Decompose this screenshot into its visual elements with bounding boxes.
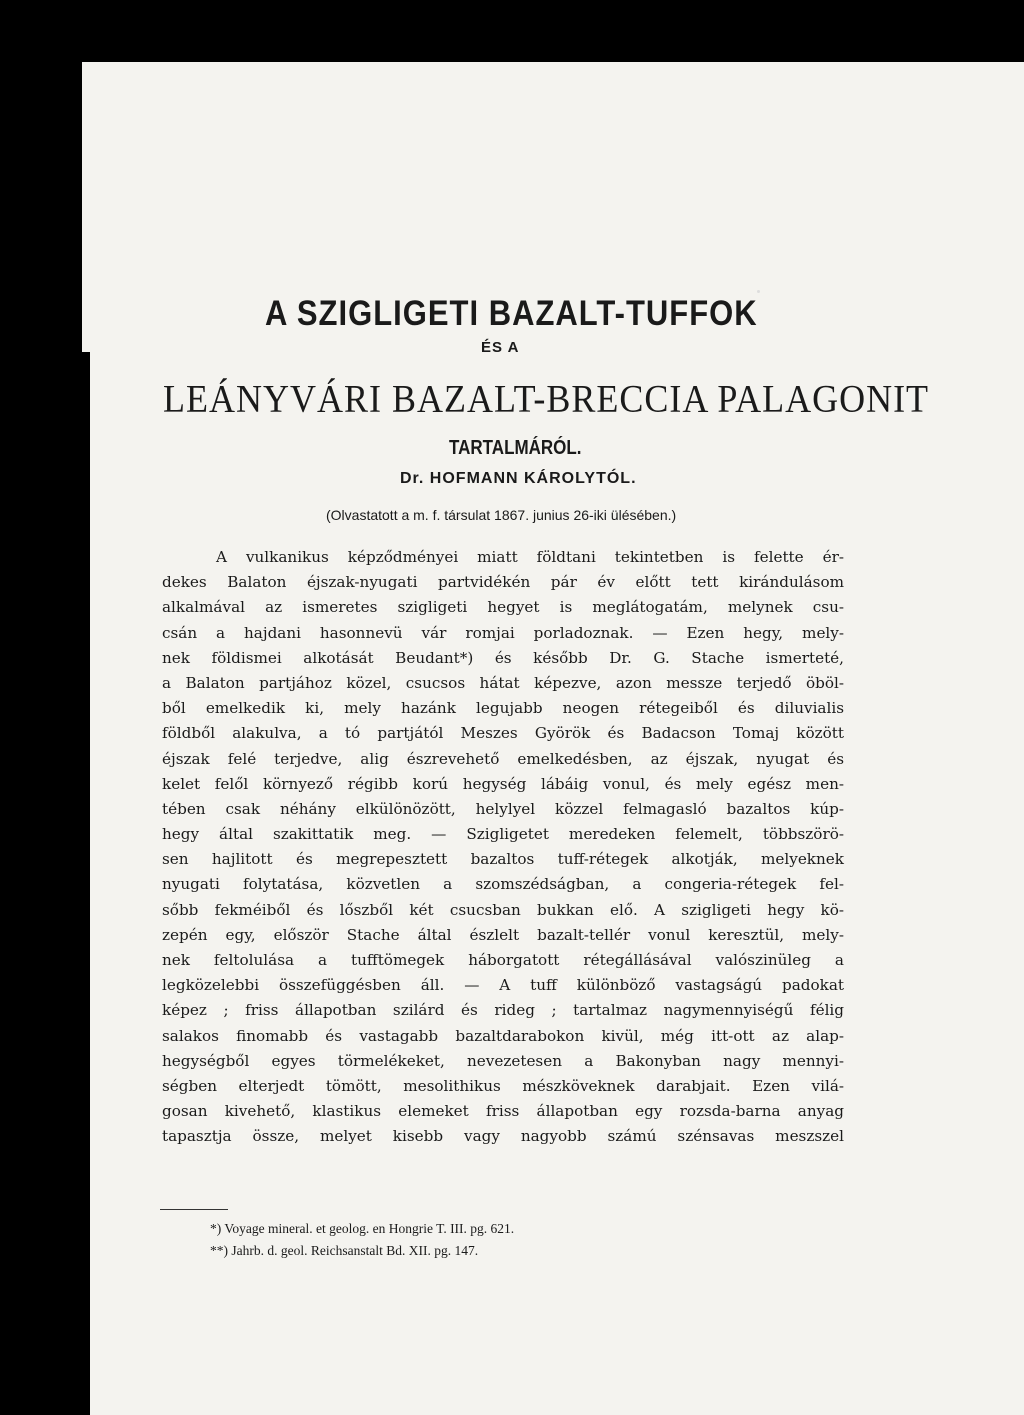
- page-edge: [82, 62, 90, 352]
- author-line: Dr. HOFMANN KÁROLYTÓL.: [400, 470, 637, 487]
- body-line: képez ; friss állapotban szilárd és rideg ; tartalmaz nagymennyiségű félig: [162, 1001, 844, 1020]
- footnote-rule: [160, 1209, 228, 1210]
- body-line: nyugati folytatása, közvetlen a szomszédságban, a congeria-rétegek fel-: [162, 875, 844, 894]
- body-line: ségben elterjedt tömött, mesolithikus mészköveknek darabjait. Ezen vilá-: [162, 1076, 844, 1095]
- footnote-2: **) Jahrb. d. geol. Reichsanstalt Bd. XII. pg. 147.: [210, 1243, 479, 1258]
- body-line: csán a hajdani hasonnevü vár romjai porladoznak. — Ezen hegy, mely-: [162, 623, 844, 642]
- article-title: A SZIGLIGETI BAZALT-TUFFOK: [265, 293, 758, 334]
- title-tartalmarol: TARTALMÁRÓL.: [449, 436, 582, 459]
- body-line: földből alakulva, a tó partjától Meszes Györök és Badacson Tomaj között: [162, 724, 844, 743]
- article-subtitle: LEÁNYVÁRI BAZALT-BRECCIA PALAGONIT: [163, 376, 930, 421]
- title-conjunction: ÉS A: [481, 339, 520, 356]
- body-line: dekes Balaton éjszak-nyugati partvidékén pár év előtt tett kirándulásom: [162, 573, 844, 592]
- body-line: sen hajlitott és megrepesztett bazaltos tuff-rétegek alkotják, melyeknek: [162, 850, 844, 869]
- body-line: nek feltolulása a tufftömegek háborgatott rétegállásával valószinüleg a: [162, 951, 844, 969]
- body-line: ből emelkedik ki, mely hazánk legujabb neogen rétegeiből és diluvialis: [162, 699, 844, 718]
- body-line: kelet felől környező régibb korú hegység lábáig vonul, és mely egész men-: [162, 774, 844, 793]
- body-line: zepén egy, először Stache által észlelt bazalt-tellér vonul keresztül, mely-: [162, 925, 844, 944]
- body-line: hegységből egyes törmelékeket, nevezetesen a Bakonyban nagy mennyi-: [162, 1051, 844, 1070]
- body-line: nek földismei alkotását Beudant*) és később Dr. G. Stache ismerteté,: [162, 648, 844, 667]
- body-line: hegy által szakittatik meg. — Szigligetet meredeken felemelt, többszörö-: [162, 825, 844, 844]
- body-line: legközelebbi összefüggésben áll. — A tuff különböző vastagságú padokat: [162, 976, 844, 995]
- body-line: gosan kivehető, klastikus elemeket friss állapotban egy rozsda-barna anyag: [162, 1102, 844, 1121]
- reading-note: (Olvastatott a m. f. társulat 1867. junius 26-iki ülésében.): [326, 507, 677, 523]
- body-line: A vulkanikus képződményei miatt földtani tekintetben is felette ér-: [216, 548, 844, 566]
- body-line: sőbb fekméiből és lőszből két csucsban bukkan elő. A szigligeti hegy kö-: [162, 900, 844, 919]
- body-line: a Balaton partjához közel, csucsos hátat képezve, azon messze terjedő öböl-: [162, 673, 844, 692]
- footnote-1: *) Voyage mineral. et geolog. en Hongrie T. III. pg. 621.: [210, 1221, 515, 1236]
- body-line: salakos finomabb és vastagabb bazaltdarabokon kivül, még itt-ott az alap-: [162, 1026, 844, 1045]
- body-line: éjszak felé terjedve, alig észrevehető emelkedésben, az éjszak, nyugat és: [162, 749, 844, 768]
- footnotes: [210, 1218, 514, 1262]
- body-text: [162, 545, 844, 1150]
- body-line: alkalmával az ismeretes szigligeti hegyet is meglátogatám, melynek csu-: [162, 598, 844, 617]
- body-line: tében csak néhány elkülönözött, helylyel közzel felmagasló bazaltos kúp-: [162, 799, 844, 818]
- body-line: tapasztja össze, melyet kisebb vagy nagyobb számú szénsavas meszszel: [162, 1127, 844, 1146]
